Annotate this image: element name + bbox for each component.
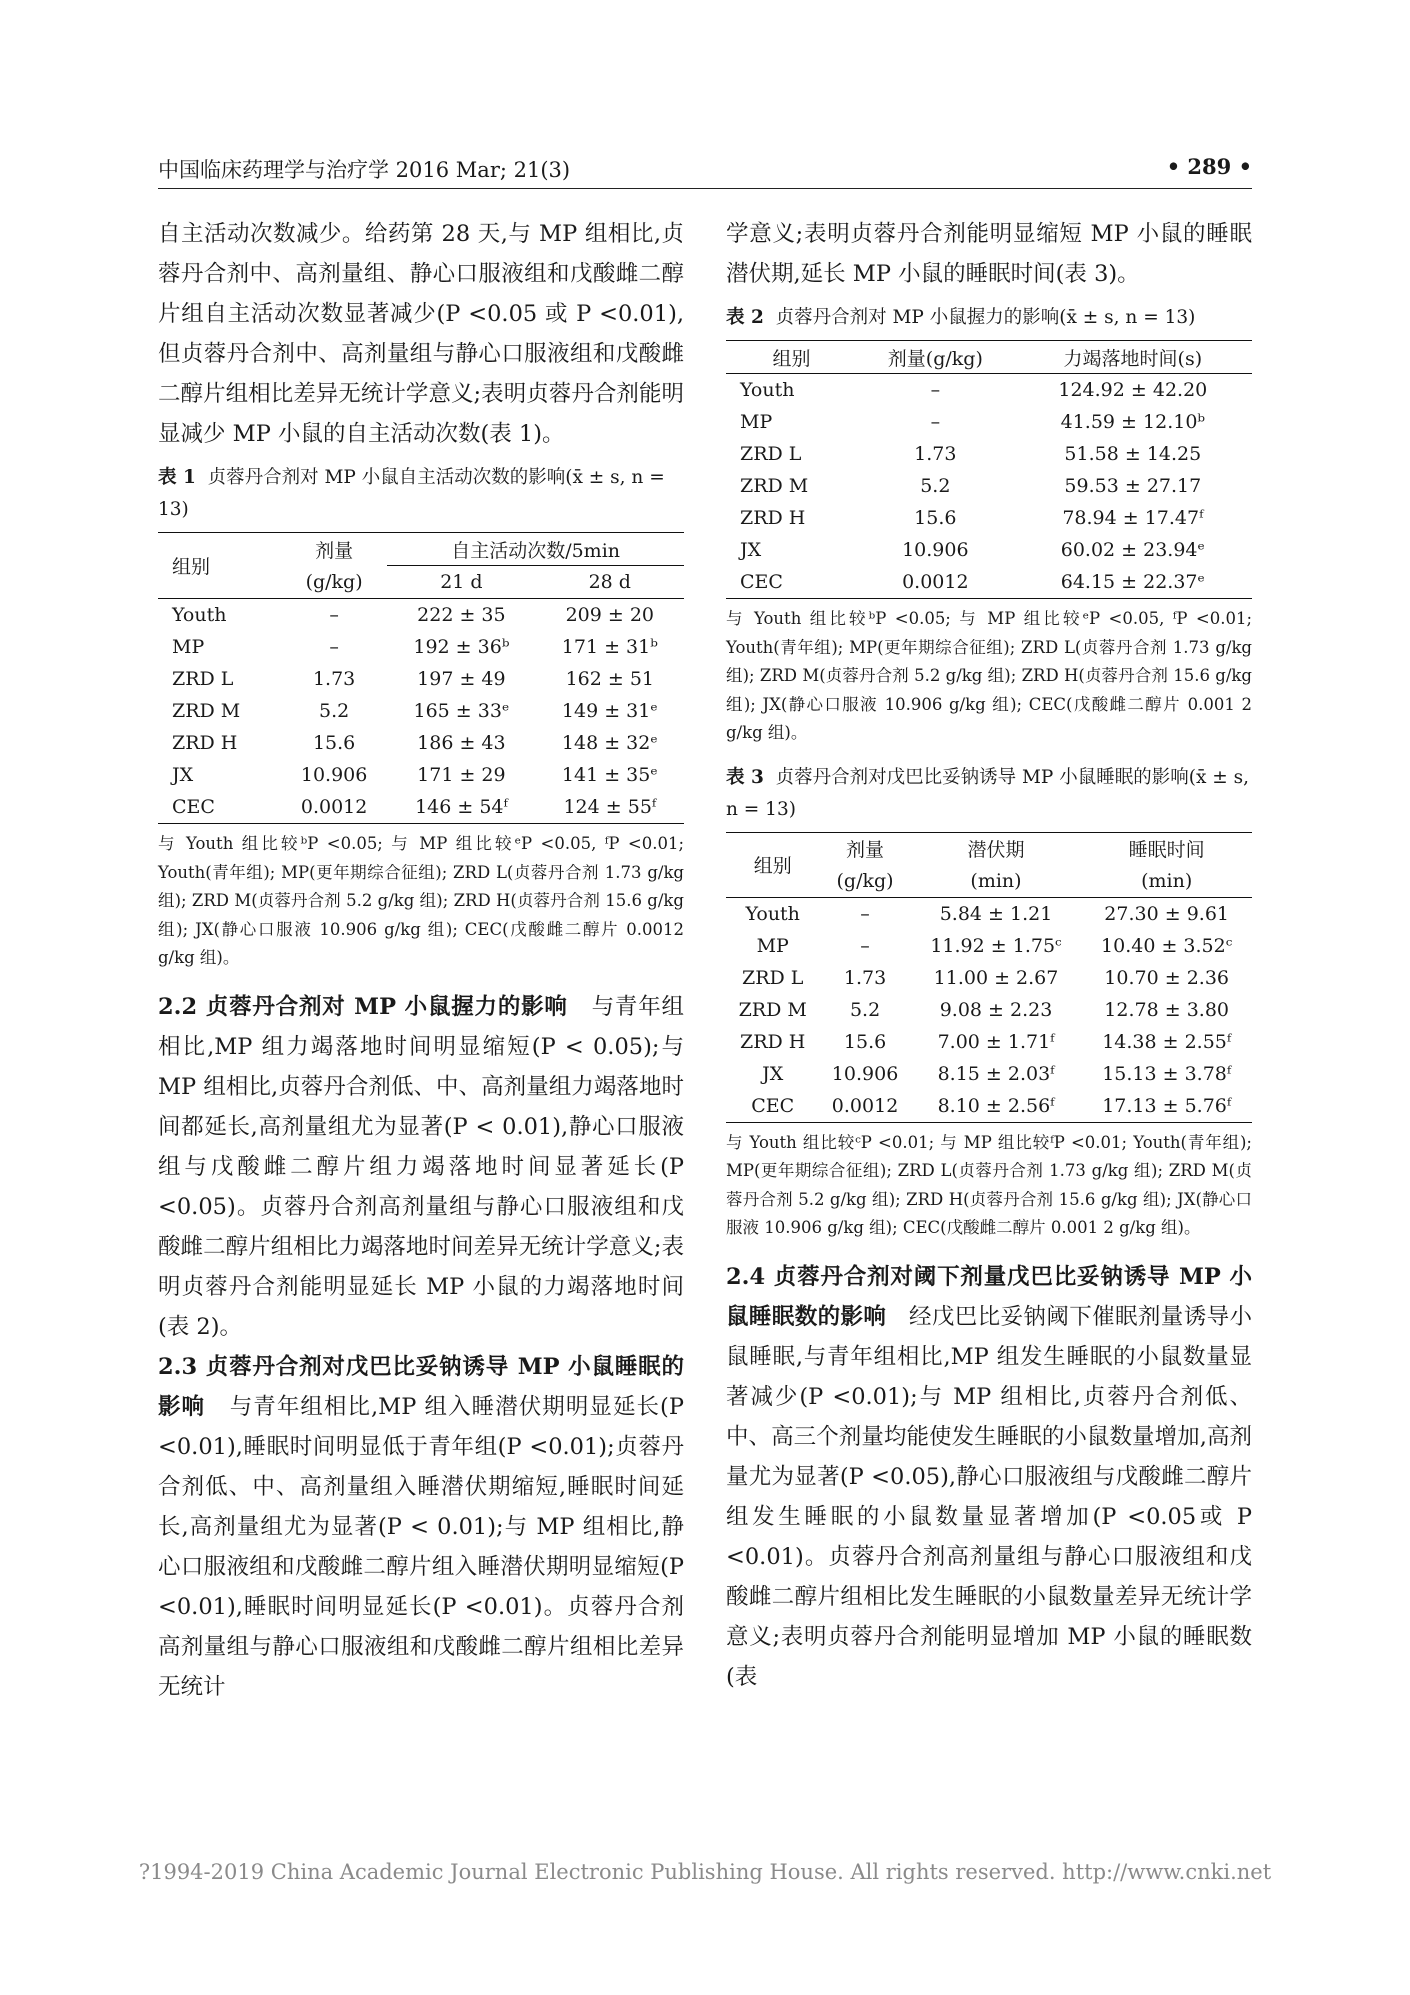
table-row: JX 10.906 171 ± 29 141 ± 35ᵉ bbox=[172, 764, 658, 786]
table-2-title: 贞蓉丹合剂对 MP 小鼠握力的影响(x̄ ± s, n = 13) bbox=[775, 307, 1196, 328]
t3-h-sleep: 睡眠时间 bbox=[1081, 832, 1252, 865]
table-row: CEC 0.0012 146 ± 54ᶠ 124 ± 55ᶠ bbox=[158, 791, 684, 824]
table-row: ZRD L 1.73 11.00 ± 2.67 10.70 ± 2.36 bbox=[742, 966, 1229, 989]
table-row: ZRD M 5.2 165 ± 33ᵉ 149 ± 31ᵉ bbox=[172, 700, 658, 722]
section-2-2-text: 与青年组相比,MP 组力竭落地时间明显缩短(P < 0.05);与 MP 组相比,贞蓉丹合剂低、中、高剂量组力竭落地时间都延长,高剂量组尤为显著(P < 0.01),静心口服液组与戊酸雌二醇片组力竭落地时间显著延长(P <0.05)。贞蓉丹合剂高剂量组与静心口服液组和戊酸雌二醇片组相比力竭落地时间差异无统计学意义;表明贞蓉丹合剂能明显延长 MP 小鼠的力竭落地时间(表 2)。 bbox=[158, 993, 684, 1340]
table-row: CEC 0.0012 8.10 ± 2.56ᶠ 17.13 ± 5.76ᶠ bbox=[726, 1090, 1252, 1123]
t3-h-dose-unit: (g/kg) bbox=[819, 865, 910, 898]
t1-h-dose: 剂量 bbox=[281, 533, 387, 566]
paragraph-2-1-end: 自主活动次数减少。给药第 28 天,与 MP 组相比,贞蓉丹合剂中、高剂量组、静心口服液组和戊酸雌二醇片组自主活动次数显著减少(P <0.05 或 P <0.01),但贞蓉丹合剂中、高剂量组与静心口服液组和戊酸雌二醇片组相比差异无统计学意义;表明贞蓉丹合剂能明显减少 MP 小鼠的自主活动次数(表 1)。 bbox=[158, 221, 684, 447]
journal-citation: 中国临床药理学与治疗学 2016 Mar; 21(3) bbox=[158, 158, 571, 182]
t3-h-dose: 剂量 bbox=[819, 832, 910, 865]
table-row: JX 10.906 8.15 ± 2.03ᶠ 15.13 ± 3.78ᶠ bbox=[762, 1062, 1232, 1085]
table-row: MP – 192 ± 36ᵇ 171 ± 31ᵇ bbox=[172, 636, 658, 658]
table-2-caption bbox=[726, 302, 1252, 334]
table-1-caption bbox=[158, 462, 684, 526]
section-2-2-title: 2.2 贞蓉丹合剂对 MP 小鼠握力的影响 bbox=[158, 993, 568, 1020]
section-2-4-text: 经戊巴比妥钠阈下催眠剂量诱导小鼠睡眠,与青年组相比,MP 组发生睡眠的小鼠数量显著减少(P <0.01);与 MP 组相比,贞蓉丹合剂低、中、高三个剂量均能使发生睡眠的小鼠数量增加,高剂量尤为显著(P <0.05),静心口服液组与戊酸雌二醇片组发生睡眠的小鼠数量显著增加(P <0.05或 P <0.01)。贞蓉丹合剂高剂量组与静心口服液组和戊酸雌二醇片组相比发生睡眠的小鼠数量差异无统计学意义;表明贞蓉丹合剂能明显增加 MP 小鼠的睡眠数(表 bbox=[726, 1303, 1252, 1690]
table-row: Youth – 222 ± 35 209 ± 20 bbox=[172, 604, 655, 626]
table-row: Youth – 5.84 ± 1.21 27.30 ± 9.61 bbox=[745, 902, 1229, 925]
table-1 bbox=[158, 532, 684, 824]
t1-h-group: 组别 bbox=[158, 533, 281, 599]
t2-h-dose: 剂量(g/kg) bbox=[857, 341, 1014, 374]
t3-h-latency-unit: (min) bbox=[911, 865, 1082, 898]
table-row: MP – 11.92 ± 1.75ᶜ 10.40 ± 3.52ᶜ bbox=[756, 934, 1233, 957]
table-row: ZRD M 5.2 9.08 ± 2.23 12.78 ± 3.80 bbox=[738, 998, 1229, 1021]
table-row: MP – 41.59 ± 12.10ᵇ bbox=[740, 411, 1206, 433]
table-row: ZRD L 1.73 197 ± 49 162 ± 51 bbox=[172, 668, 655, 690]
table-1-note: 与 Youth 组比较ᵇP <0.05; 与 MP 组比较ᵉP <0.05, ᶠP <0.01; Youth(青年组); MP(更年期综合征组); ZRD L(贞蓉丹合剂 1.73 g/kg 组); ZRD M(贞蓉丹合剂 5.2 g/kg 组); ZRD H(贞蓉丹合剂 15.6 g/kg 组); JX(静心口服液 10.906 g/kg 组); CEC(戊酸雌二醇片 0.0012 g/kg 组)。 bbox=[158, 834, 684, 967]
right-column bbox=[726, 214, 1252, 1697]
table-row: ZRD H 15.6 7.00 ± 1.71ᶠ 14.38 ± 2.55ᶠ bbox=[740, 1030, 1232, 1053]
section-2-3-text: 与青年组相比,MP 组入睡潜伏期明显延长(P <0.01),睡眠时间明显低于青年组(P <0.01);贞蓉丹合剂低、中、高剂量组入睡潜伏期缩短,睡眠时间延长,高剂量组尤为显著(P < 0.01);与 MP 组相比,静心口服液组和戊酸雌二醇片组入睡潜伏期明显缩短(P <0.01),睡眠时间明显延长(P <0.01)。贞蓉丹合剂高剂量组与静心口服液组和戊酸雌二醇片组相比差异无统计 bbox=[158, 1393, 684, 1700]
t2-h-group: 组别 bbox=[726, 341, 857, 374]
table-2 bbox=[726, 340, 1252, 599]
table-row: ZRD H 15.6 78.94 ± 17.47ᶠ bbox=[740, 507, 1204, 529]
table-row: ZRD H 15.6 186 ± 43 148 ± 32ᵉ bbox=[172, 732, 658, 754]
section-2-4 bbox=[726, 1257, 1252, 1697]
table-2-note: 与 Youth 组比较ᵇP <0.05; 与 MP 组比较ᵉP <0.05, ᶠP <0.01; Youth(青年组); MP(更年期综合征组); ZRD L(贞蓉丹合剂 1.73 g/kg 组); ZRD M(贞蓉丹合剂 5.2 g/kg 组); ZRD H(贞蓉丹合剂 15.6 g/kg 组); JX(静心口服液 10.906 g/kg 组); CEC(戊酸雌二醇片 0.001 2 g/kg 组)。 bbox=[726, 609, 1252, 742]
section-2-3-title: 2.3 贞蓉丹合剂对戊巴比妥钠诱导 MP 小鼠睡眠的影响 bbox=[158, 1353, 684, 1420]
table-row: JX 10.906 60.02 ± 23.94ᵉ bbox=[740, 539, 1205, 561]
paragraph-2-3-end: 学意义;表明贞蓉丹合剂能明显缩短 MP 小鼠的睡眠潜伏期,延长 MP 小鼠的睡眠时间(表 3)。 bbox=[726, 221, 1252, 287]
table-1-title: 贞蓉丹合剂对 MP 小鼠自主活动次数的影响(x̄ ± s, n = 13) bbox=[158, 467, 665, 520]
page-number: • 289 • bbox=[1166, 154, 1252, 179]
table-row: Youth – 124.92 ± 42.20 bbox=[740, 379, 1208, 401]
section-2-4-title: 2.4 贞蓉丹合剂对阈下剂量戊巴比妥钠诱导 MP 小鼠睡眠数的影响 bbox=[726, 1263, 1252, 1330]
header-rule bbox=[158, 188, 1252, 189]
section-2-2 bbox=[158, 987, 684, 1347]
table-1-label: 表 1 bbox=[158, 467, 196, 488]
t2-h-time: 力竭落地时间(s) bbox=[1014, 341, 1252, 374]
t3-h-sleep-unit: (min) bbox=[1081, 865, 1252, 898]
table-row: CEC 0.0012 64.15 ± 22.37ᵉ bbox=[726, 566, 1252, 599]
t1-h-21d: 21 d bbox=[387, 566, 535, 599]
t1-h-activity: 自主活动次数/5min bbox=[387, 533, 684, 566]
running-header bbox=[158, 154, 1252, 188]
t3-h-latency: 潜伏期 bbox=[911, 832, 1082, 865]
table-3-label: 表 3 bbox=[726, 766, 764, 788]
copyright-footer: ?1994-2019 China Academic Journal Electronic Publishing House. All rights reserved. http://www.cnki.net bbox=[138, 1860, 1272, 1884]
t1-h-dose-unit: (g/kg) bbox=[281, 566, 387, 599]
table-3-title: 贞蓉丹合剂对戊巴比妥钠诱导 MP 小鼠睡眠的影响(x̄ ± s, n = 13) bbox=[726, 766, 1250, 820]
section-2-3 bbox=[158, 1347, 684, 1707]
table-3 bbox=[726, 832, 1252, 1123]
left-column bbox=[158, 214, 684, 1707]
table-row: ZRD M 5.2 59.53 ± 27.17 bbox=[740, 475, 1202, 497]
t3-h-group: 组别 bbox=[726, 832, 819, 897]
table-3-note: 与 Youth 组比较ᶜP <0.01; 与 MP 组比较ᶠP <0.01; Youth(青年组); MP(更年期综合征组); ZRD L(贞蓉丹合剂 1.73 g/kg 组); ZRD M(贞蓉丹合剂 5.2 g/kg 组); ZRD H(贞蓉丹合剂 15.6 g/kg 组); JX(静心口服液 10.906 g/kg 组); CEC(戊酸雌二醇片 0.001 2 g/kg 组)。 bbox=[726, 1132, 1252, 1237]
t1-h-28d: 28 d bbox=[536, 566, 684, 599]
table-2-label: 表 2 bbox=[726, 307, 764, 328]
table-row: ZRD L 1.73 51.58 ± 14.25 bbox=[740, 443, 1202, 465]
table-3-caption bbox=[726, 762, 1252, 826]
